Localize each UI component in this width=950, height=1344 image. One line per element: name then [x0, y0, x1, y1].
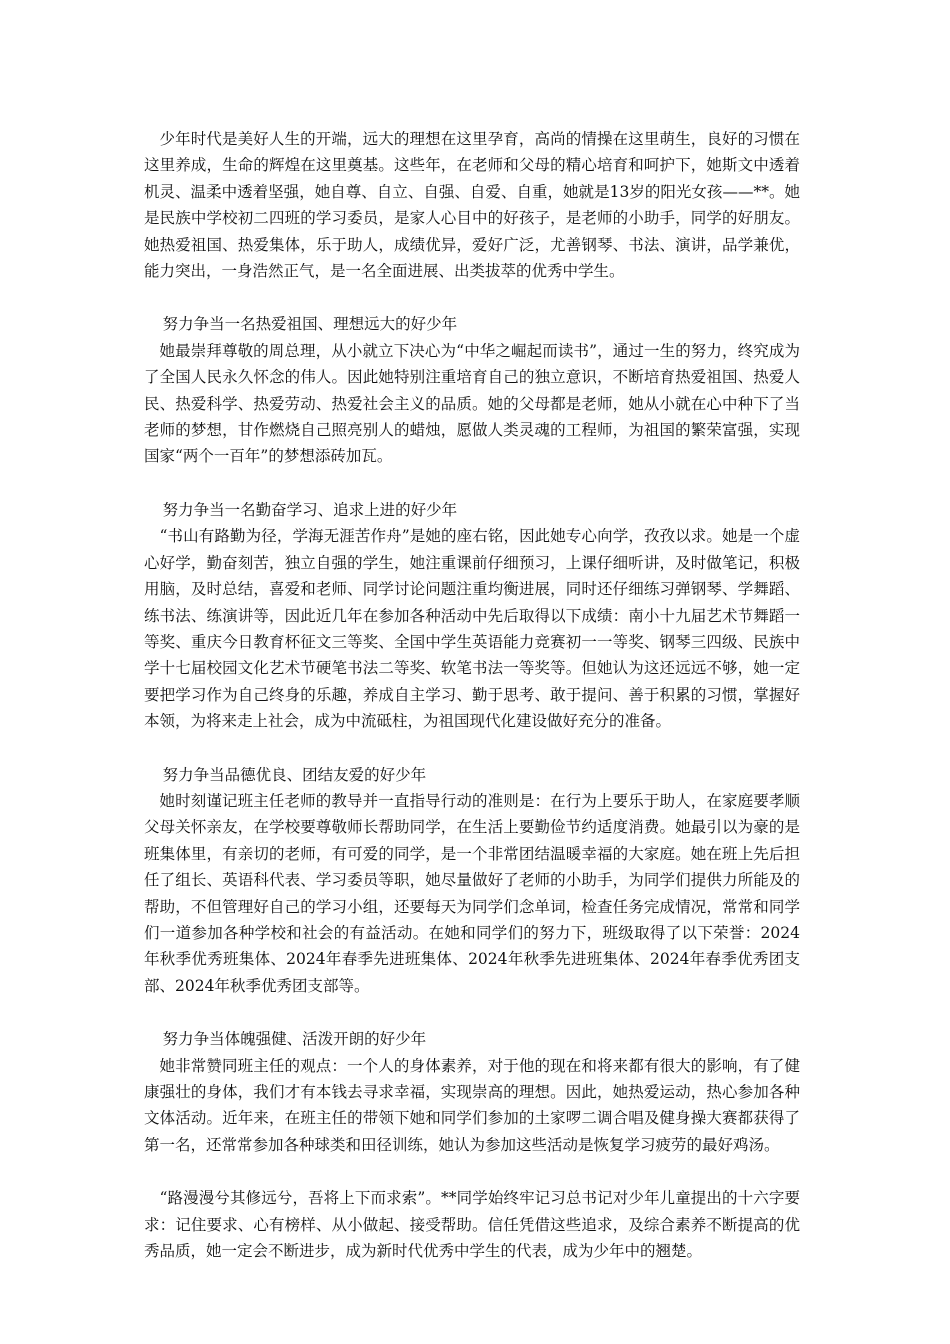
- intro-paragraph: 少年时代是美好人生的开端，远大的理想在这里孕育，高尚的情操在这里萌生，良好的习惯在这里养成，生命的辉煌在这里奠基。这些年，在老师和父母的精心培育和呵护下，她斯文中透着机灵、温柔中透着坚强，她自尊、自立、自强、自爱、自重，她就是13岁的阳光女孩——**。她是民族中学校初二四班的学习委员，是家人心目中的好孩子，是老师的小助手，同学的好朋友。她热爱祖国、热爱集体，乐于助人，成绩优异，爱好广泛，尤善钢琴、书法、演讲，品学兼优，能力突出，一身浩然正气，是一名全面进展、出类拔萃的优秀中学生。: [144, 130, 800, 281]
- paragraph-spacer: [144, 999, 800, 1026]
- document-page: [144, 126, 800, 1264]
- section-body-character: 她时刻谨记班主任老师的教导并一直指导行动的准则是：在行为上要乐于助人，在家庭要孝顺父母关怀亲友，在学校要尊敬师长帮助同学，在生活上要勤俭节约适度消费。她最引以为豪的是班集体里，有亲切的老师，有可爱的同学，是一个非常团结温暖幸福的大家庭。她在班上先后担任了组长、英语科代表、学习委员等职，她尽量做好了老师的小助手，为同学们提供力所能及的帮助，不但管理好自己的学习小组，还要每天为同学们念单词，检查任务完成情况，常常和同学们一道参加各种学校和社会的有益活动。在她和同学们的努力下，班级取得了以下荣誉：2024年秋季优秀班集体、2024年春季先进班集体、2024年秋季先进班集体、2024年春季优秀团支部、2024年秋季优秀团支部等。: [144, 791, 800, 995]
- section-body-fitness: 她非常赞同班主任的观点：一个人的身体素养，对于他的现在和将来都有很大的影响，有了健康强壮的身体，我们才有本钱去寻求幸福，实现崇高的理想。因此，她热爱运动，热心参加各种文体活动。近年来，在班主任的带领下她和同学们参加的土家啰二调合唱及健身操大赛都获得了第一名，还常常参加各种球类和田径训练，她认为参加这些活动是恢复学习疲劳的最好鸡汤。: [144, 1056, 800, 1154]
- section-heading-patriotism: 努力争当一名热爱祖国、理想远大的好少年: [162, 315, 458, 334]
- section-heading-fitness: 努力争当体魄强健、活泼开朗的好少年: [162, 1030, 427, 1049]
- paragraph-spacer: [144, 735, 800, 762]
- section-heading-character: 努力争当品德优良、团结友爱的好少年: [162, 765, 427, 784]
- paragraph-spacer: [144, 470, 800, 497]
- paragraph-spacer: [144, 1158, 800, 1185]
- section-body-patriotism: 她最崇拜尊敬的周总理，从小就立下决心为“中华之崛起而读书”，通过一生的努力，终究成为了全国人民永久怀念的伟人。因此她特别注重培育自己的独立意识，不断培育热爱祖国、热爱人民、热爱科学、热爱劳动、热爱社会主义的品质。她的父母都是老师，她从小就在心中种下了当老师的梦想，甘作燃烧自己照亮别人的蜡烛，愿做人类灵魂的工程师，为祖国的繁荣富强，实现国家“两个一百年”的梦想添砖加瓦。: [144, 341, 800, 466]
- closing-paragraph: “路漫漫兮其修远兮，吾将上下而求索”。**同学始终牢记习总书记对少年儿童提出的十六字要求：记住要求、心有榜样、从小做起、接受帮助。信任凭借这些追求，及综合素养不断提高的优秀品质，她一定会不断进步，成为新时代优秀中学生的代表，成为少年中的翘楚。: [144, 1189, 800, 1261]
- section-body-study: “书山有路勤为径，学海无涯苦作舟”是她的座右铭，因此她专心向学，孜孜以求。她是一个虚心好学，勤奋刻苦，独立自强的学生，她注重课前仔细预习，上课仔细听讲，及时做笔记，积极用脑，及时总结，喜爱和老师、同学讨论问题注重均衡进展，同时还仔细练习弹钢琴、学舞蹈、练书法、练演讲等，因此近几年在参加各种活动中先后取得以下成绩：南小十九届艺术节舞蹈一等奖、重庆今日教育杯征文三等奖、全国中学生英语能力竞赛初一一等奖、钢琴三四级、民族中学十七届校园文化艺术节硬笔书法二等奖、软笔书法一等奖等。但她认为这还远远不够，她一定要把学习作为自己终身的乐趣，养成自主学习、勤于思考、敢于提问、善于积累的习惯，掌握好本领，为将来走上社会，成为中流砥柱，为祖国现代化建设做好充分的准备。: [144, 527, 800, 731]
- section-heading-study: 努力争当一名勤奋学习、追求上进的好少年: [162, 500, 458, 519]
- paragraph-spacer: [144, 284, 800, 311]
